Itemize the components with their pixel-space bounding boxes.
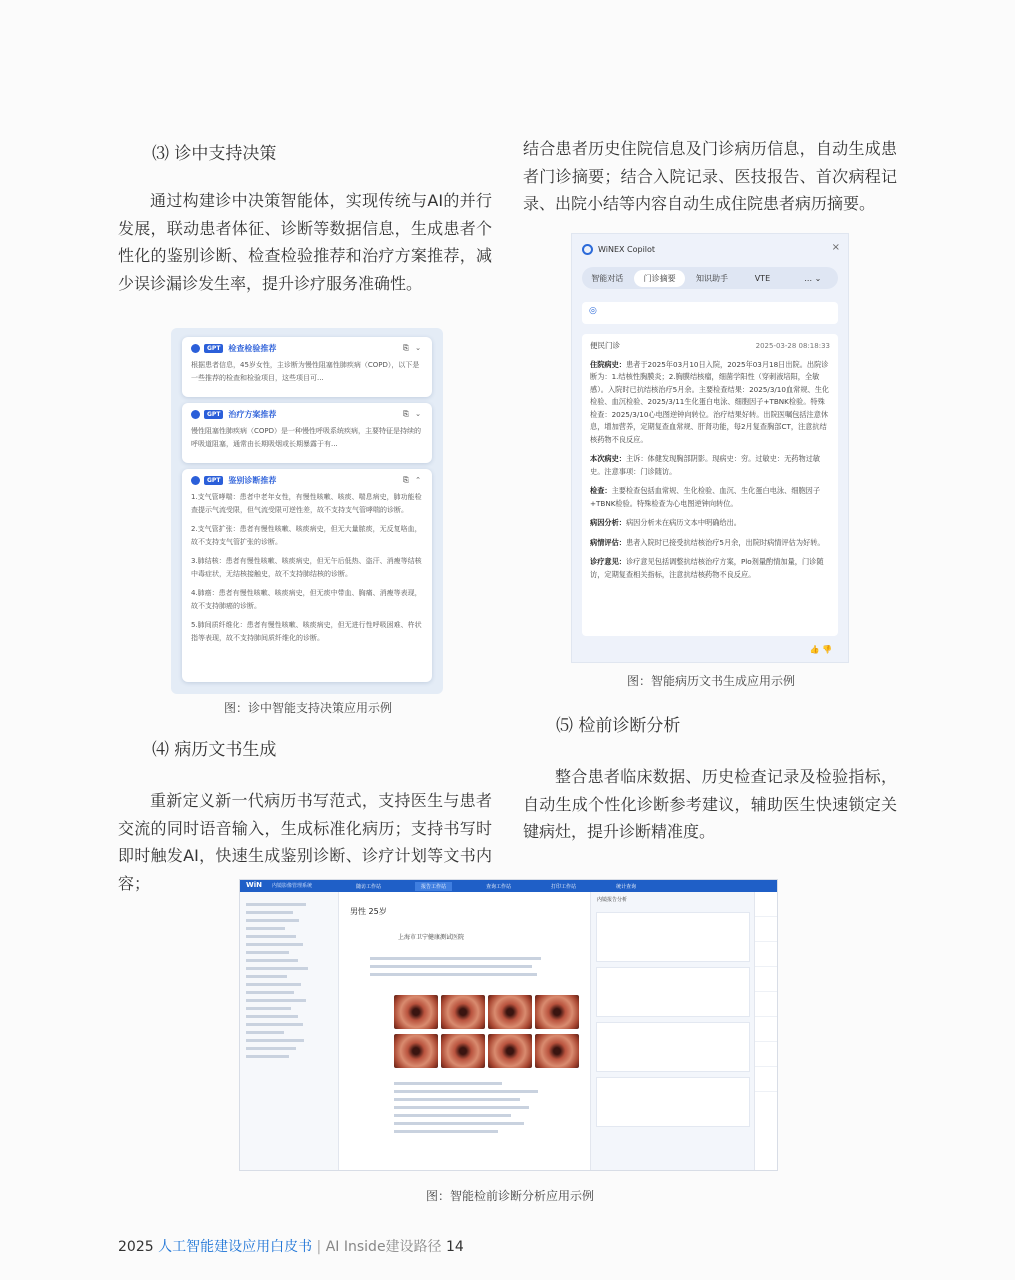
- footer-year: 2025: [118, 1239, 154, 1255]
- section-text: 病因分析未在病历文本中明确给出。: [625, 518, 741, 527]
- section-text: 患者入院时已接受抗结核治疗5月余，出院时病情评估为好转。: [625, 537, 825, 547]
- feedback-icons[interactable]: 👍 👎: [809, 645, 832, 654]
- tab-chat[interactable]: 智能对话: [591, 273, 624, 283]
- tab-followup[interactable]: 随访工作站: [356, 884, 382, 890]
- diagnosis-item: 4.肺癌：患者有慢性咳嗽、咳痰病史，但无痰中带血、胸痛、消瘦等表现，故不支持肺癌的诊断。: [191, 589, 422, 610]
- close-icon[interactable]: ×: [831, 242, 840, 253]
- section-5-heading: ⑸ 检前诊断分析: [556, 716, 681, 736]
- exam-recommend-card: [182, 337, 432, 397]
- winex-tabs: [582, 267, 838, 289]
- copy-expand-icon[interactable]: ⎘ ⌄: [403, 344, 423, 352]
- diagnosis-item: 2.支气管扩张：患者有慢性咳嗽、咳痰病史，但无大量脓痰，无反复咯血，故不支持支气管扩张的诊断。: [191, 525, 422, 546]
- report-document: [340, 892, 588, 1170]
- ai-analysis-panel: [590, 892, 755, 1170]
- tab-print[interactable]: 打印工作站: [551, 884, 577, 890]
- card-timestamp: 2025-03-28 08:18:33: [755, 342, 830, 350]
- section-text: 患者于2025年03月10日入院，2025年03月18日出院。出院诊断为：1.结核性胸膜炎；2.胸膜结核瘤，细菌学阳性（穿刺液培阳，全敏感）。入院时已抗结核治疗5月余。主要检查结果：2025/3/10血常规、生化检验、血沉检验、2025/3/11生化蛋白电泳、细胞因子+TBNK检验。特殊检查：2025/3/10心电图逆钟向转位。治疗结果好转。出院医嘱包括注意休息，增加营养，定期复查血常规、肝肾功能，每2月复查胸部CT，注意抗结核药物不良反应。: [590, 359, 830, 444]
- section-3-paragraph: 通过构建诊中决策智能体，实现传统与AI的并行发展，联动患者体征、诊断等数据信息，生成患者个性化的鉴别诊断、检查检验推荐和治疗方案推荐，减少误诊漏诊发生率，提升诊疗服务准确性。: [118, 191, 492, 293]
- panel-title: 内镜报告分析: [597, 897, 628, 903]
- card-text: 根据患者信息，45岁女性，主诊断为慢性阻塞性肺疾病（COPD），以下是一些推荐的检查和检验项目，这些项目可...: [191, 361, 420, 382]
- section-label: 住院病史：: [590, 359, 626, 369]
- winex-copilot-screenshot: [571, 233, 849, 663]
- endoscopy-system-screenshot: [239, 879, 778, 1171]
- gpt-badge: GPT: [204, 344, 223, 353]
- info-icon: [191, 344, 200, 353]
- card-title: 治疗方案推荐: [228, 410, 277, 419]
- tab-stats[interactable]: 统计查询: [616, 884, 637, 890]
- page-footer: [118, 1236, 464, 1256]
- section-text: 诊疗意见包括调整抗结核治疗方案，Plo剂量酌情加量，门诊随访，定期复查相关指标，注意抗结核药物不良反应。: [590, 557, 824, 579]
- patient-line: 男性 25岁: [350, 907, 387, 916]
- page-number: 14: [446, 1239, 464, 1255]
- gpt-badge: GPT: [204, 410, 223, 419]
- loading-icon: ◎: [589, 306, 597, 316]
- section-4-paragraph: 重新定义新一代病历书写范式，支持医生与患者交流的同时语音输入，生成标准化病历；支持书写时即时触发AI，快速生成鉴别诊断、诊疗计划等文书内容；: [118, 791, 492, 893]
- footer-separator: |: [316, 1239, 322, 1255]
- card-text: 慢性阻塞性肺疾病（COPD）是一种慢性呼吸系统疾病，主要特征是持续的呼吸道阻塞，通常由长期吸烟或长期暴露于有...: [191, 427, 422, 448]
- copy-collapse-icon[interactable]: ⎘ ⌃: [403, 476, 423, 484]
- gpt-badge: GPT: [204, 476, 223, 485]
- section-label: 检查：: [590, 486, 612, 495]
- endoscopy-images-row-1: [394, 995, 584, 1029]
- diagnosis-item: 3.肺结核：患者有慢性咳嗽、咳痰病史，但无午后低热、盗汗、消瘦等结核中毒症状，无结核接触史，故不支持肺结核的诊断。: [191, 557, 422, 578]
- tab-vte[interactable]: VTE: [754, 273, 771, 283]
- info-icon: [191, 476, 200, 485]
- app-logo: WiN: [246, 881, 262, 889]
- card-title: 鉴别诊断推荐: [228, 476, 277, 485]
- copy-expand-icon[interactable]: ⎘ ⌄: [403, 410, 423, 418]
- diagnosis-item: 1.支气管哮喘：患者中老年女性，有慢性咳嗽、咳痰、喘息病史，肺功能检查提示气流受限，但气流受限可逆性差，故不支持支气管哮喘的诊断。: [191, 493, 422, 514]
- section-label: 病因分析：: [590, 518, 626, 527]
- winex-input[interactable]: [582, 302, 838, 324]
- figure-caption-decision: 图：诊中智能支持决策应用示例: [224, 701, 393, 715]
- section-text: 主诉：体健发现胸部阴影。现病史：穷。过敏史：无药物过敏史。注意事项：门诊随访。: [590, 454, 821, 476]
- tab-knowledge[interactable]: 知识助手: [696, 273, 729, 283]
- tab-more[interactable]: ... ⌄: [804, 273, 822, 283]
- differential-diagnosis-card: [182, 469, 432, 682]
- left-tree-panel: [240, 892, 339, 1170]
- section-3-heading: ⑶ 诊中支持决策: [152, 144, 277, 164]
- info-icon: [191, 410, 200, 419]
- section-label: 诊疗意见：: [590, 557, 626, 566]
- tab-outpatient-summary[interactable]: 门诊摘要: [634, 270, 684, 287]
- section-text: 主要检查包括血常规、生化检验、血沉、生化蛋白电泳、细胞因子+TBNK检验。特殊检查为心电图逆钟向转位。: [590, 486, 821, 508]
- hospital-title: 上海市卫宁健康测试医院: [398, 934, 465, 941]
- right-nav: [754, 892, 778, 1170]
- section-label: 本次病史：: [590, 454, 626, 463]
- endoscopy-images-row-2: [394, 1034, 584, 1068]
- section-5-paragraph: 整合患者临床数据、历史检查记录及检验指标，自动生成个性化诊断参考建议，辅助医生快速锁定关键病灶，提升诊断精准度。: [523, 767, 897, 841]
- footer-subtitle: AI Inside建设路径: [325, 1239, 442, 1255]
- tab-query[interactable]: 查询工作站: [486, 884, 512, 890]
- tab-report[interactable]: 报告工作站: [415, 882, 452, 891]
- clinic-label: 便民门诊: [590, 341, 620, 350]
- footer-title: 人工智能建设应用白皮书: [158, 1239, 313, 1255]
- continued-paragraph: 结合患者历史住院信息及门诊病历信息，自动生成患者门诊摘要；结合入院记录、医技报告、首次病程记录、出院小结等内容自动生成住院患者病历摘要。: [523, 139, 897, 213]
- winex-title: WiNEX Copilot: [598, 245, 656, 254]
- figure-caption-emr: 图：智能病历文书生成应用示例: [627, 674, 796, 688]
- summary-card: [582, 334, 838, 636]
- winex-logo-icon: [582, 244, 593, 255]
- section-4-heading: ⑷ 病历文书生成: [152, 740, 277, 760]
- diagnosis-item: 5.肺间质纤维化：患者有慢性咳嗽、咳痰病史，但无进行性呼吸困难、杵状指等表现，故不支持肺间质纤维化的诊断。: [191, 621, 422, 642]
- figure-caption-endoscopy: 图：智能检前诊断分析应用示例: [426, 1189, 595, 1203]
- card-title: 检查检验推荐: [228, 344, 277, 353]
- app-header: [240, 880, 777, 892]
- treatment-recommend-card: [182, 403, 432, 463]
- section-label: 病情评估：: [590, 537, 626, 547]
- app-title: 内镜影像管理系统: [272, 883, 313, 889]
- decision-support-screenshot: [171, 328, 443, 694]
